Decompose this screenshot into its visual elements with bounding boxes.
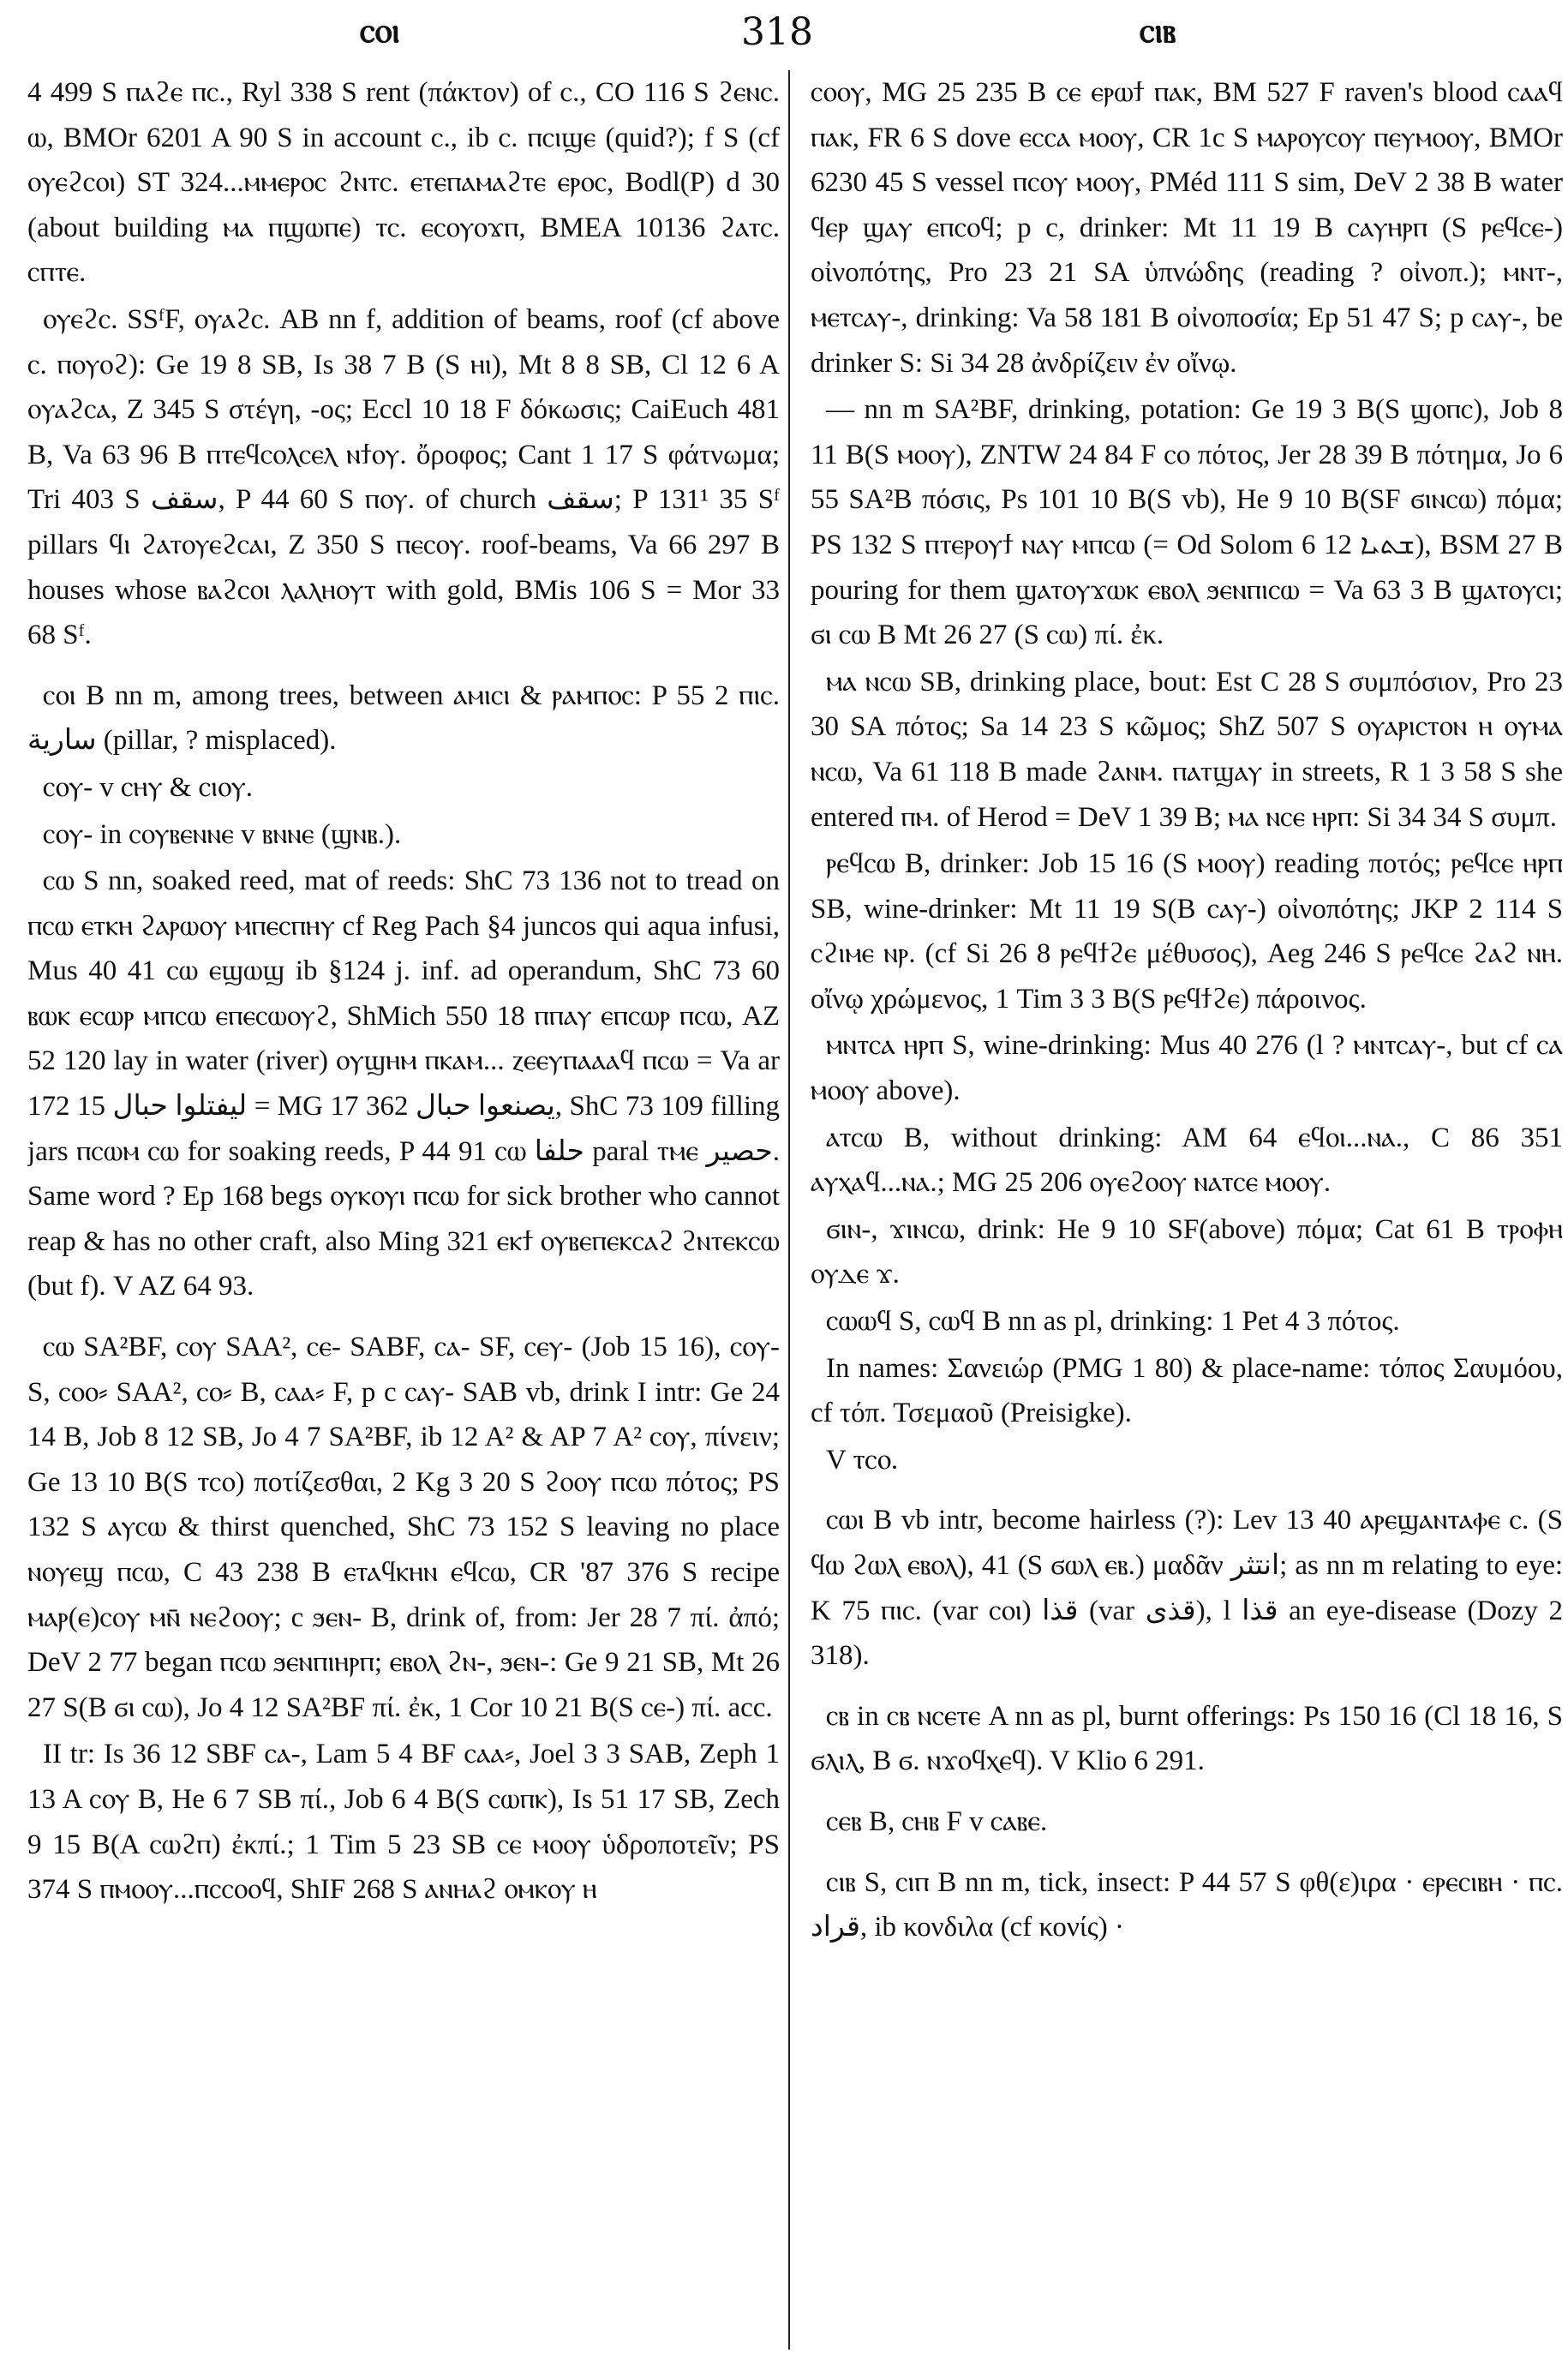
entry-paragraph: ⲥⲱⲓ B vb intr, become hairless (?): Lev 13 40 ⲁⲣⲉϣⲁⲛⲧⲁⲫⲉ ⲥ. (S ϥⲱ ϩⲱⲗ ⲉⲃⲟⲗ), 41 (S ϭⲱⲗ ⲉⲃ.) μαδᾶν انتثر; as nn m relating to eye: K 75 ⲡⲓⲥ. (var ⲥⲟⲓ) قذا (var قذى), l قذا an eye-disease (Dozy 2 318). <box>811 1505 1563 1672</box>
entry-paragraph: — nn m SA²BF, drinking, potation: Ge 19 3 B(S ϣⲟⲡⲥ), Job 8 11 B(S ⲙⲟⲟⲩ), ZNTW 24 84 F ⲥⲟ πότος, Jer 28 39 B πότημα, Jo 6 55 SA²B πόσις, Ps 101 10 B(S vb), He 9 10 B(SF ϭⲓⲛⲥⲱ) πόμα; PS 132 S ⲡⲧⲉⲣⲟⲩϯ ⲛⲁⲩ ⲙⲡⲥⲱ (= Od Solom 6 12 ܫܬܝܐ), BSM 27 B pouring for them ϣⲁⲧⲟⲩϫⲱⲕ ⲉⲃⲟⲗ ϧⲉⲛⲡⲓⲥⲱ = Va 63 3 B ϣⲁⲧⲟⲩⲥⲓ; ϭⲓ ⲥⲱ B Mt 26 27 (S ⲥⲱ) πί. ἐκ. <box>811 394 1563 651</box>
right-running-headword: ⲥⲓⲃ <box>1140 10 1176 51</box>
page-header <box>0 10 1568 70</box>
right-column <box>811 70 1563 2350</box>
entry-paragraph: ⲥⲟⲓ B nn m, among trees, between ⲁⲙⲓⲥⲓ & ⲣⲁⲙⲡⲟⲥ: P 55 2 ⲡⲓⲥ. سارية (pillar, ? misplaced). <box>27 680 780 757</box>
left-column <box>27 70 780 2350</box>
entry-paragraph: ⲥⲟⲟⲩ, MG 25 235 B ⲥⲉ ⲉⲣⲱϯ ⲡⲁⲕ, BM 527 F raven's blood ⲥⲁⲁϥ ⲡⲁⲕ, FR 6 S dove ⲉⲥⲥⲁ ⲙⲟⲟⲩ, CR 1c S ⲙⲁⲣⲟⲩⲥⲟⲩ ⲡⲉⲩⲙⲟⲟⲩ, BMOr 6230 45 S vessel ⲡⲥⲟⲩ ⲙⲟⲟⲩ, PMéd 111 S sim, DeV 2 38 B water ϥⲉⲣ ϣⲁⲩ ⲉⲡⲥⲟϥ; p c, drinker: Mt 11 19 B ⲥⲁⲩⲏⲣⲡ (S ⲣⲉϥⲥⲉ-) οἰνοπότης, Pro 23 21 SA ὑπνώδης (reading ? οἰνοπ.); ⲙⲛⲧ-, ⲙⲉⲧⲥⲁⲩ-, drinking: Va 58 181 B οἰνοποσία; Ep 51 47 S; p ⲥⲁⲩ-, be drinker S: Si 34 28 ἀνδρίζειν ἐν οἴνῳ. <box>811 77 1563 379</box>
entry-paragraph: In names: Σανειώρ (PMG 1 80) & place-name: τόπος Σαυμόου, cf τόπ. Τσεμαοῦ (Preisigke). <box>811 1352 1563 1429</box>
left-running-headword: ⲥⲟⲓ <box>360 10 400 51</box>
entry-paragraph: ⲥⲱ S nn, soaked reed, mat of reeds: ShC 73 136 not to tread on ⲡⲥⲱ ⲉⲧⲕⲏ ϩⲁⲣⲱⲟⲩ ⲙⲡⲉⲥⲡⲏⲩ cf Reg Pach §4 juncos qui aqua infusi, Mus 40 41 ⲥⲱ ⲉϣⲱϣ ib §124 j. inf. ad operandum, ShC 73 60 ⲃⲱⲕ ⲉⲥⲱⲣ ⲙⲡⲥⲱ ⲉⲡⲉⲥⲱⲟⲩϩ, ShMich 550 18 ⲡⲡⲁⲩ ⲉⲡⲥⲱⲣ ⲡⲥⲱ, AZ 52 120 lay in water (river) ⲟⲩϣⲏⲙ ⲡⲕⲁⲙ... ⲍⲉⲉⲩⲡⲁⲁⲁϥ ⲡⲥⲱ = Va ar 172 15 ليفتلوا حبال = MG 17 362 يصنعوا حبال, ShC 73 109 filling jars ⲡⲥⲱⲙ ⲥⲱ for soaking reeds, P 44 91 ⲥⲱ حلفا paral ⲧⲙⲉ حصير. Same word ? Ep 168 begs ⲟⲩⲕⲟⲩⲓ ⲡⲥⲱ for sick brother who cannot reap & has no other craft, also Ming 321 ⲉⲕϯ ⲟⲩⲃⲉⲡⲉⲕⲥⲁϩ ϩⲛⲧⲉⲕⲥⲱ (but f). V AZ 64 93. <box>27 865 780 1302</box>
entry-paragraph: ⲥⲟⲩ- in ⲥⲟⲩⲃⲉⲛⲛⲉ v ⲃⲛⲛⲉ (ϣⲛⲃ.). <box>43 818 402 850</box>
entry-paragraph: ⲣⲉϥⲥⲱ B, drinker: Job 15 16 (S ⲙⲟⲟⲩ) reading ποτός; ⲣⲉϥⲥⲉ ⲏⲣⲡ SB, wine-drinker: Mt 11 19 S(B ⲥⲁⲩ-) οἰνοπότης; JKP 2 114 S ⲥϩⲓⲙⲉ ⲛⲣ. (cf Si 26 8 ⲣⲉϥϯϩⲉ μέθυσος), Aeg 246 S ⲣⲉϥⲥⲉ ϩⲁϩ ⲛⲏ. οἴνῳ χρώμενος, 1 Tim 3 3 B(S ⲣⲉϥϯϩⲉ) πάροινος. <box>811 848 1563 1015</box>
entry-paragraph: ⲁⲧⲥⲱ B, without drinking: AM 64 ⲉϥⲟⲓ...ⲛⲁ., C 86 351 ⲁⲩⲭⲁϥ...ⲛⲁ.; MG 25 206 ⲟⲩⲉϩⲟⲟⲩ ⲛⲁⲧⲥⲉ ⲙⲟⲟⲩ. <box>811 1122 1563 1199</box>
page-number: 318 <box>741 10 813 54</box>
entry-paragraph: ⲥⲟⲩ- v ⲥⲏⲩ & ⲥⲓⲟⲩ. <box>43 771 254 803</box>
entry-paragraph: ⲥⲱⲱϥ S, ⲥⲱϥ B nn as pl, drinking: 1 Pet 4 3 πότος. <box>826 1306 1400 1338</box>
entry-paragraph: ⲥⲉⲃ B, ⲥⲏⲃ F v ⲥⲁⲃⲉ. <box>826 1805 1048 1837</box>
column-divider <box>788 70 790 2350</box>
entry-paragraph: V ⲧⲥⲟ. <box>826 1444 899 1476</box>
entry-paragraph: ⲙⲁ ⲛⲥⲱ SB, drinking place, bout: Est C 28 S συμπόσιον, Pro 23 30 SA πότος; Sa 14 23 S κῶμος; ShZ 507 S ⲟⲩⲁⲣⲓⲥⲧⲟⲛ ⲏ ⲟⲩⲙⲁ ⲛⲥⲱ, Va 61 118 B made ϩⲁⲛⲙ. ⲡⲁⲧϣⲁⲩ in streets, R 1 3 58 S she entered ⲡⲙ. of Herod = DeV 1 39 B; ⲙⲁ ⲛⲥⲉ ⲏⲣⲡ: Si 34 34 S συμπ. <box>811 666 1563 833</box>
entry-paragraph: II tr: Is 36 12 SBF ⲥⲁ-, Lam 5 4 BF ⲥⲁⲁ⸗, Joel 3 3 SAB, Zeph 1 13 A ⲥⲟⲩ B, He 6 7 SB πί., Job 6 4 B(S ⲥⲱⲡⲕ), Is 51 17 SB, Zech 9 15 B(A ⲥⲱϩⲡ) ἐκπί.; 1 Tim 5 23 SB ⲥⲉ ⲙⲟⲟⲩ ὑδροποτεῖν; PS 374 S ⲡⲙⲟⲟⲩ...ⲡⲥⲥⲟⲟϥ, ShIF 268 S ⲁⲛⲏⲁϩ ⲟⲙⲕⲟⲩ ⲏ <box>27 1739 780 1906</box>
entry-paragraph: ⲥⲓⲃ S, ⲥⲓⲡ B nn m, tick, insect: P 44 57 S φθ(ε)ιρα · ⲉⲣⲉⲥⲓⲃⲏ · ⲡⲥ. قراد, ib κονδιλα (cf κονίς) · <box>811 1866 1563 1943</box>
entry-paragraph: ⲙⲛⲧⲥⲁ ⲏⲣⲡ S, wine-drinking: Mus 40 276 (l ? ⲙⲛⲧⲥⲁⲩ-, but cf ⲥⲁ ⲙⲟⲟⲩ above). <box>811 1030 1563 1107</box>
entry-paragraph: 4 499 S ⲡⲁϩⲉ ⲡⲥ., Ryl 338 S rent (πάκτον) of ⲥ., CO 116 S ϩⲉⲛⲥ. ⲱ, BMOr 6201 A 90 S in account ⲥ., ib ⲥ. ⲡⲥⲓϣⲉ (quid?); f S (cf ⲟⲩⲉϩⲥⲟⲓ) ST 324...ⲙⲙⲉⲣⲟⲥ ϩⲛⲧⲥ. ⲉⲧⲉⲡⲁⲙⲁϩⲧⲉ ⲉⲣⲟⲥ, Bodl(P) d 30 (about building ⲙⲁ ⲡϣⲱⲡⲉ) ⲧⲥ. ⲉⲥⲟⲩⲟϫⲡ, BMEA 10136 ϩⲁⲧⲥ. ⲥⲡⲧⲉ. <box>27 77 780 289</box>
entry-paragraph: ⲟⲩⲉϩⲥ. SSᶠF, ⲟⲩⲁϩⲥ. AB nn f, addition of beams, roof (cf above ⲥ. ⲡⲟⲩⲟϩ): Ge 19 8 SB, Is 38 7 B (S ⲏⲓ), Mt 8 8 SB, Cl 12 6 A ⲟⲩⲁϩⲥⲁ, Z 345 S στέγη, -ος; Eccl 10 18 F δόκωσις; CaiEuch 481 B, Va 63 96 B ⲡⲧⲉϥⲥⲟⲗⲥⲉⲗ ⲛϯⲟⲩ. ὄροφος; Cant 1 17 S φάτνωμα; Tri 403 S سقف, P 44 60 S ⲡⲟⲩ. of church سقف; P 131¹ 35 Sᶠ pillars ϥⲓ ϩⲁⲧⲟⲩⲉϩⲥⲁⲓ, Z 350 S ⲡⲉⲥⲟⲩ. roof-beams, Va 66 297 B houses whose ⲃⲁϩⲥⲟⲓ ⲗⲁⲗⲏⲟⲩⲧ with gold, BMis 106 S = Mor 33 68 Sᶠ. <box>27 303 780 651</box>
entry-paragraph: ⲥⲱ SA²BF, ⲥⲟⲩ SAA², ⲥⲉ- SABF, ⲥⲁ- SF, ⲥⲉⲩ- (Job 15 16), ⲥⲟⲩ- S, ⲥⲟⲟ⸗ SAA², ⲥⲟ⸗ B, ⲥⲁⲁ⸗ F, p c ⲥⲁⲩ- SAB vb, drink I intr: Ge 24 14 B, Job 8 12 SB, Jo 4 7 SA²BF, ib 12 A² & AP 7 A² ⲥⲟⲩ, πίνειν; Ge 13 10 B(S ⲧⲥⲟ) ποτίζεσθαι, 2 Kg 3 20 S ϩⲟⲟⲩ ⲡⲥⲱ πότος; PS 132 S ⲁⲩⲥⲱ & thirst quenched, ShC 73 152 S leaving no place ⲛⲟⲩⲉϣ ⲡⲥⲱ, C 43 238 B ⲉⲧⲁϥⲕⲏⲛ ⲉϥⲥⲱ, CR '87 376 S recipe ⲙⲁⲣ(ⲉ)ⲥⲟⲩ ⲙⲛ̄ ⲛⲉϩⲟⲟⲩ; c ϧⲉⲛ- B, drink of, from: Jer 28 7 πί. ἀπό; DeV 2 77 began ⲡⲥⲱ ϧⲉⲛⲡⲓⲏⲣⲡ; ⲉⲃⲟⲗ ϩⲛ-, ϧⲉⲛ-: Ge 9 21 SB, Mt 26 27 S(B ϭⲓ ⲥⲱ), Jo 4 12 SA²BF πί. ἐκ, 1 Cor 10 21 B(S ⲥⲉ-) πί. acc. <box>27 1332 780 1723</box>
entry-paragraph: ϭⲓⲛ-, ϫⲓⲛⲥⲱ, drink: He 9 10 SF(above) πόμα; Cat 61 B ⲧⲣⲟⲫⲏ ⲟⲩⲇⲉ ϫ. <box>811 1213 1563 1290</box>
entry-paragraph: ⲥⲃ in ⲥⲃ ⲛⲥⲉⲧⲉ A nn as pl, burnt offerings: Ps 150 16 (Cl 18 16, S ϭⲗⲓⲗ, B ϭ. ⲛϫⲟϥⲭⲉϥ). V Klio 6 291. <box>811 1700 1563 1777</box>
